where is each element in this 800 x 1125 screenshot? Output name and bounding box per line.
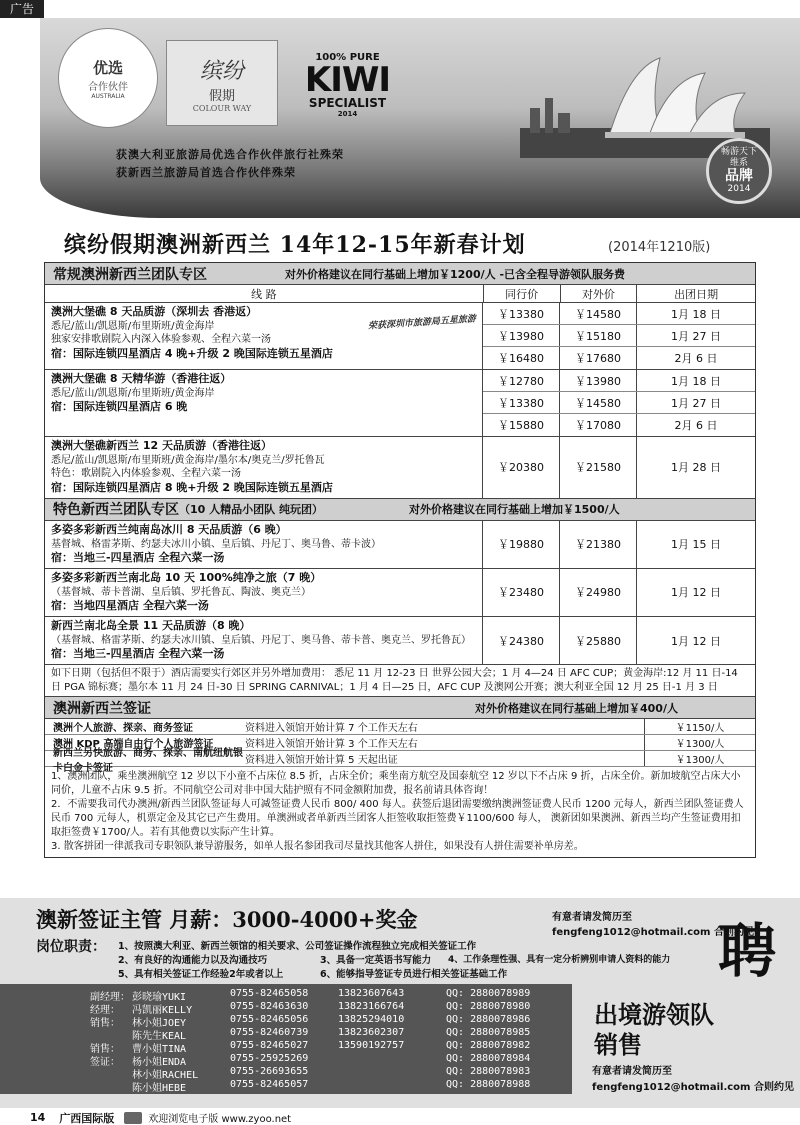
contact-field: 陈小姐HEBE	[132, 1083, 187, 1094]
duty-6: 6、能够指导签证专员进行相关签证基础工作	[320, 969, 508, 980]
section-regular	[45, 263, 755, 285]
visa-desc: 资料进入领馆开始计算 7 个工作天左右	[245, 719, 645, 734]
job2-line2: 销售	[594, 1030, 642, 1059]
retail-price: ￥24980	[560, 569, 637, 616]
contact-field: 0755-26693655	[230, 1066, 309, 1077]
visa-price: ￥1300/人	[675, 739, 725, 751]
departure-date: 1月 27 日	[671, 396, 721, 410]
price-row	[483, 303, 755, 325]
hero-banner	[40, 18, 800, 218]
contact-field: QQ: 2880078980	[446, 1001, 531, 1012]
departure-date: 1月 12 日	[671, 586, 721, 600]
contact-field: QQ: 2880078984	[446, 1053, 531, 1064]
departure-date: 1月 18 日	[671, 374, 721, 388]
retail-price: ￥17080	[560, 414, 637, 436]
retail-price: ￥14580	[560, 303, 637, 324]
footer	[0, 1110, 800, 1125]
contact-field: 签证：	[90, 1057, 120, 1068]
logo1-country: AUSTRALIA	[91, 92, 125, 100]
tour-line: 独家安排歌剧院入内深入体验参观、全程六菜一汤	[51, 334, 271, 346]
section3-note: 对外价格建议在同行基础上增加￥400/人	[475, 701, 678, 715]
page-title: 缤纷假期澳洲新西兰 14年12-15年新春计划	[64, 232, 526, 258]
section1-title: 常规澳洲新西兰团队专区	[53, 266, 207, 283]
contact-field: 陈先生KEAL	[132, 1031, 187, 1042]
logo3-year: 2014	[337, 110, 358, 118]
contact-field	[90, 1079, 132, 1094]
contact-field	[338, 1079, 446, 1094]
peer-price: ￥13980	[483, 325, 560, 346]
contact-field: 0755-82465027	[230, 1040, 309, 1051]
logo3-line1: 100% PURE	[315, 52, 380, 63]
badge-year: 2014	[727, 184, 751, 195]
price-rows	[483, 437, 755, 498]
contact-field: 林小姐JOEY	[132, 1018, 187, 1029]
retail-price: ￥13980	[560, 370, 637, 391]
apply-email-2[interactable]: fengfeng1012@hotmail.com 合则约见	[592, 1082, 794, 1093]
contact-field: QQ: 2880078982	[446, 1040, 531, 1051]
peer-price: ￥20380	[483, 437, 560, 498]
section-feature	[45, 499, 755, 521]
term-2: 2．不需要我司代办澳洲/新西兰团队签证每人可减签证费人民币 800/ 400 每人。获签后退团需要缴纳澳洲签证费人民币 1200 元每人，新西兰团队签证费人民币 700 元每人，机票定金及其它已产生费用。单澳洲或者单新西兰团客人拒签收取拒签费￥1100/600 每人， 澳新团如果澳洲、新西兰均产生签证费用扣取拒签费￥1700/人。若有其他费以实际产生计算。	[51, 799, 744, 839]
tour-group	[45, 521, 755, 569]
retail-price: ￥15180	[560, 325, 637, 346]
price-row	[483, 370, 755, 392]
contact-field: 0755-82463630	[230, 1001, 309, 1012]
term-1: 1、澳洲团队，乘坐澳洲航空 12 岁以下小童不占床位 8.5 折，占床全价；乘坐南方航空及国泰航空 12 岁以下不占床 9 折，占床全价。新加坡航空占床大小同价，儿童不占床 9.5 折。不同航空公司对非中国大陆护照有不同金额附加费，报名前请具体咨询！	[51, 771, 741, 797]
tour-title: 澳洲大堡礁新西兰 12 天品质游（香港往返）	[51, 439, 272, 452]
visa-price: ￥1300/人	[675, 755, 725, 767]
price-rows	[483, 303, 755, 369]
tour-line: 悉尼/蓝山/凯恩斯/布里斯班/黄金海岸	[51, 320, 215, 332]
duty-4: 4、工作条理性强、具有一定分析辨别申请人资料的能力	[448, 955, 671, 965]
apply-text-2: 有意者请发简历至	[592, 1066, 672, 1077]
badge-main: 品牌	[725, 168, 753, 185]
departure-date: 2月 6 日	[674, 419, 718, 432]
kiwi-specialist-logo	[300, 38, 395, 133]
table-header	[45, 285, 755, 303]
retail-price: ￥25880	[560, 617, 637, 664]
header-peer: 同行价	[484, 285, 561, 302]
contact-field: 0755-25925269	[230, 1053, 309, 1064]
tour-group	[45, 370, 755, 437]
visa-row	[45, 719, 755, 735]
tour-desc	[45, 303, 483, 369]
visa-desc: 资料进入领馆开始计算 5 天起出证	[245, 751, 645, 766]
section2-note: 对外价格建议在同行基础上增加￥1500/人	[409, 503, 620, 517]
contact-field: QQ: 2880078985	[446, 1027, 531, 1038]
price-row	[483, 437, 755, 498]
header-retail: 对外价	[561, 285, 638, 302]
section1-note: 对外价格建议在同行基础上增加￥1200/人 -已含全程导游领队服务费	[285, 267, 626, 281]
website-link[interactable]: 欢迎浏览电子版 www.zyoo.net	[148, 1114, 292, 1125]
site-logo-icon	[124, 1112, 142, 1124]
tour-desc	[45, 437, 483, 498]
page-number: 14	[30, 1111, 46, 1124]
tour-group	[45, 617, 755, 665]
contact-field: 销售：	[90, 1044, 120, 1055]
peer-price: ￥15880	[483, 414, 560, 436]
contact-field: QQ: 2880078986	[446, 1014, 531, 1025]
tour-hotel: 宿：当地四星酒店 全程六菜一汤	[51, 599, 209, 613]
departure-date: 1月 27 日	[671, 329, 721, 343]
section2-title: 特色新西兰团队专区	[53, 502, 179, 519]
logo3-line3: SPECIALIST	[308, 96, 387, 110]
duty-1: 1、按照澳大利亚、新西兰领馆的相关要求、公司签证操作流程独立完成相关签证工作	[118, 941, 477, 952]
visa-row	[45, 747, 755, 774]
peer-price: ￥13380	[483, 392, 560, 413]
retail-price: ￥17680	[560, 347, 637, 369]
tour-line: （基督城、蒂卡普湖、皇后镇、罗托鲁瓦、陶波、奥克兰）	[51, 586, 311, 598]
contact-field: 13825294010	[338, 1014, 405, 1025]
tour-title: 多姿多彩新西兰纯南岛冰川 8 天品质游（6 晚）	[51, 522, 287, 536]
peer-price: ￥13380	[483, 303, 560, 324]
tour-desc	[45, 617, 483, 664]
peer-price: ￥12780	[483, 370, 560, 391]
peer-price: ￥24380	[483, 617, 560, 664]
honor-line-2: 获新西兰旅游局首选合作伙伴殊荣	[116, 166, 296, 179]
section2-sub: （10 人精品小团队 纯玩团）	[179, 503, 323, 517]
tour-title: 澳洲大堡礁 8 天精华游（香港往返）	[51, 372, 232, 385]
tour-line: 悉尼/蓝山/凯恩斯/布里斯班/黄金海岸/墨尔本/奥克兰/罗托鲁瓦	[51, 454, 325, 466]
price-rows	[483, 569, 755, 616]
partner-logo	[58, 28, 158, 128]
job2-title	[594, 1000, 714, 1060]
price-row	[483, 521, 755, 568]
logo1-big: 优选	[92, 58, 123, 77]
visa-price: ￥1150/人	[675, 723, 725, 735]
tour-table	[44, 262, 756, 858]
apply-email[interactable]: fengfeng1012@hotmail.com 合则约见	[552, 927, 754, 938]
contact-field: 副经理：	[90, 992, 130, 1003]
tour-group	[45, 303, 755, 370]
price-row	[483, 414, 755, 436]
contact-field: 13590192757	[338, 1040, 405, 1051]
contact-field: QQ: 2880078983	[446, 1066, 531, 1077]
price-rows	[483, 370, 755, 436]
duty-5: 5、具有相关签证工作经验2年或者以上	[118, 969, 284, 980]
visa-name: 新西兰另快旅游、商务、探亲、南航纽航银卡白金卡签证	[53, 747, 243, 774]
contact-field: 销售：	[90, 1018, 120, 1029]
peer-price: ￥16480	[483, 347, 560, 369]
contact-field: 0755-82465056	[230, 1014, 309, 1025]
tour-line: （基督城、格雷茅斯、约瑟夫冰川镇、皇后镇、丹尼丁、奥马鲁、蒂卡普、奥克兰、罗托鲁瓦）	[51, 634, 471, 646]
version-label: (2014年1210版)	[608, 240, 711, 255]
peer-price: ￥23480	[483, 569, 560, 616]
retail-price: ￥14580	[560, 392, 637, 413]
tour-desc	[45, 521, 483, 568]
contact-field: 冯凯丽KELLY	[132, 1005, 193, 1016]
publication: 广西国际版	[59, 1111, 115, 1125]
duty-label: 岗位职责：	[36, 939, 106, 955]
honor-line-1: 获澳大利亚旅游局优选合作伙伴旅行社殊荣	[116, 148, 344, 161]
tour-title: 澳洲大堡礁 8 天品质游（深圳去 香港返）	[51, 305, 258, 318]
tour-title: 新西兰南北岛全景 11 天品质游（8 晚）	[51, 619, 251, 633]
visa-name: 澳洲 KDP 高端自由行个人旅游签证	[53, 739, 214, 751]
apply-text: 有意者请发简历至	[552, 912, 632, 923]
contact-field: 0755-82460739	[230, 1027, 309, 1038]
recruit-apply-2	[592, 1064, 794, 1096]
tour-group	[45, 437, 755, 499]
tour-hotel: 宿：国际连锁四星酒店 8 晚+升级 2 晚国际连锁五星酒店	[51, 480, 333, 494]
departure-date: 1月 28 日	[671, 461, 721, 475]
contact-field: 0755-82465058	[230, 988, 309, 999]
contact-field: 13823602307	[338, 1027, 405, 1038]
departure-date: 1月 12 日	[671, 634, 721, 648]
visa-name: 澳洲个人旅游、探亲、商务签证	[53, 723, 193, 735]
tour-line: 悉尼/蓝山/凯恩斯/布里斯班/黄金海岸	[51, 387, 215, 399]
award-stamp: 荣获深圳市旅游局五星旅游	[367, 314, 477, 332]
job2-line1: 出境游领队	[594, 1000, 714, 1029]
ad-tag: 广告	[0, 0, 44, 18]
price-rows	[483, 521, 755, 568]
visa-desc: 资料进入领馆开始计算 3 个工作天左右	[245, 735, 645, 750]
tour-desc	[45, 370, 483, 436]
contact-row	[90, 1079, 566, 1094]
contact-field: 杨小姐ENDA	[132, 1057, 187, 1068]
tour-line: 基督城、格雷茅斯、约瑟夫冰川小镇、皇后镇、丹尼丁、奥马鲁、蒂卡波）	[51, 538, 381, 550]
price-row	[483, 347, 755, 369]
brand-badge	[706, 138, 772, 204]
contact-field: 林小姐RACHEL	[132, 1070, 199, 1081]
colour-way-logo	[166, 40, 278, 126]
contact-field: 经理：	[90, 1005, 120, 1016]
tour-group	[45, 569, 755, 617]
hiring-glyph: 聘	[718, 917, 777, 985]
badge-mid: 维系	[729, 157, 748, 168]
price-rows	[483, 617, 755, 664]
tour-line: 特色：歌剧院入内体验参观、全程六菜一汤	[51, 468, 241, 480]
tour-title: 多姿多彩新西兰南北岛 10 天 100%纯净之旅（7 晚）	[51, 570, 322, 584]
tour-hotel: 宿：国际连锁四星酒店 6 晚	[51, 400, 188, 414]
retail-price: ￥21380	[560, 521, 637, 568]
terms	[45, 767, 755, 857]
badge-top: 畅游天下	[720, 147, 757, 158]
contact-field: 彭晓瑜YUKI	[132, 992, 187, 1003]
section3-title: 澳洲新西兰签证	[53, 700, 151, 717]
price-row	[483, 569, 755, 616]
duty-2: 2、有良好的沟通能力以及沟通技巧	[118, 955, 268, 966]
contact-field: 曹小姐TINA	[132, 1044, 187, 1055]
price-row	[483, 325, 755, 347]
contact-field: QQ: 2880078988	[446, 1079, 531, 1090]
peer-price: ￥19880	[483, 521, 560, 568]
contact-field: 0755-82465057	[230, 1079, 309, 1090]
surcharge-notice: 如下日期（包括但不限于）酒店需要实行郊区并另外增加费用： 悉尼 11 月 12-23 日 世界公园大会；1 月 4—24 日 AFC CUP；黄金海岸:12 月 11 日-14 日 PGA 锦标赛；墨尔本 11 月 24 日-30 日 SPRING CARNIVAL；1 月 4 日—25 日，AFC CUP 及澳网公开赛；澳大利亚全国 12 月 25 日-1 月 3 日	[45, 665, 755, 697]
contact-field: QQ: 2880078989	[446, 988, 531, 999]
contact-field: 13823166764	[338, 1001, 405, 1012]
logo2-en: COLOUR WAY	[192, 103, 252, 113]
tour-hotel: 宿：当地三-四星酒店 全程六菜一汤	[51, 551, 225, 565]
tour-hotel: 宿：当地三-四星酒店 全程六菜一汤	[51, 647, 225, 661]
price-row	[483, 392, 755, 414]
departure-date: 1月 18 日	[671, 307, 721, 321]
term-3: 3. 散客拼团一律派我司专职领队兼导游服务，如单人报名参团我司尽量找其他客人拼住，如果没有人拼住需要补单房差。	[51, 841, 584, 853]
logo3-line2: KIWI	[304, 60, 391, 100]
logo1-sub: 合作伙伴	[88, 81, 128, 93]
contact-field: 13823607643	[338, 988, 405, 999]
departure-date: 1月 15 日	[671, 538, 721, 552]
header-date: 出团日期	[674, 287, 719, 301]
tour-desc	[45, 569, 483, 616]
retail-price: ￥21580	[560, 437, 637, 498]
tour-hotel: 宿：国际连锁四星酒店 4 晚+升级 2 晚国际连锁五星酒店	[51, 346, 333, 360]
header-route: 线 路	[45, 285, 484, 302]
price-row	[483, 617, 755, 664]
recruit-title: 澳新签证主管 月薪：3000-4000+奖金	[36, 907, 418, 932]
duty-3: 3、具备一定英语书写能力	[320, 955, 432, 966]
departure-date: 2月 6 日	[674, 352, 718, 365]
logo2-cn: 缤纷	[199, 58, 244, 84]
section-visa	[45, 697, 755, 719]
logo2-cn2: 假期	[208, 88, 235, 104]
